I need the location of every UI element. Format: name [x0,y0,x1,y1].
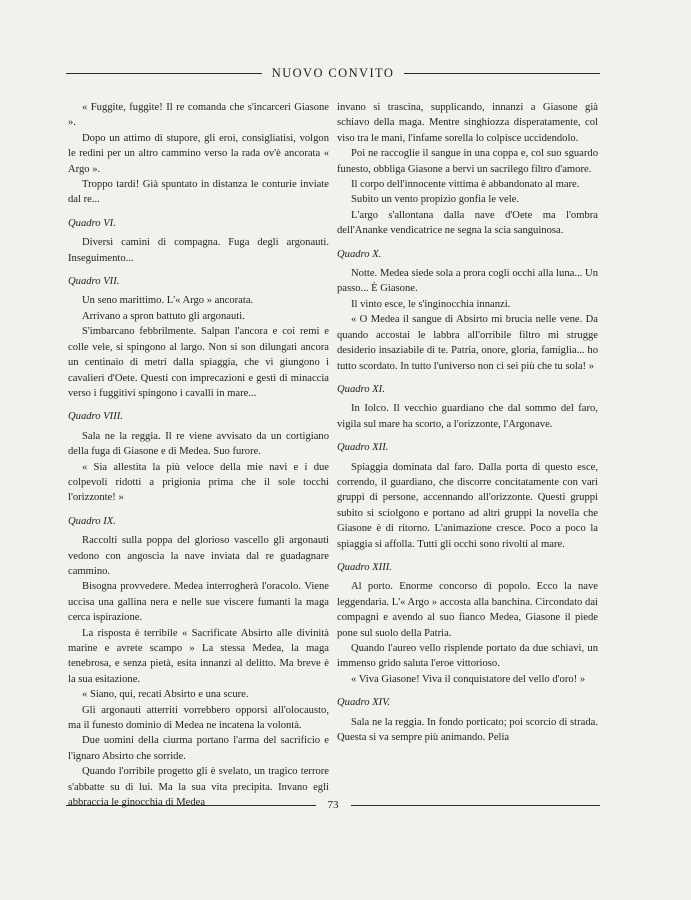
paragraph: « Fuggite, fuggite! Il re comanda che s'incarceri Giasone ». [68,102,329,129]
paragraph: Raccolti sulla poppa del glorioso vascello gli argonauti vedono con angoscia la nave inviata dal re guadagnare cammino. [68,535,329,577]
paragraph: Spiaggia dominata dal faro. Dalla porta di questo esce, correndo, il guardiano, che discorre concitatamente con vari gruppi di persone, accennando all'orizzonte. Questi gruppi subito si sciolgono e portano ad altri gruppi la novella che Giasone è di ritorno. L'animazione cresce. Poco a poco la spiaggia si affolla. Tutti gli occhi sono rivolti al mare. [337,461,598,550]
paragraph: Il corpo dell'innocente vittima è abbandonato al mare. [351,179,580,191]
paragraph: « O Medea il sangue di Absirto mi brucia nelle vene. Da quando accostai le labbra all'orribile filtro mi strugge desiderio insaziabile di te. Patria, onore, gloria, famiglia... ho tutto scordato. In tutto l'universo non ci sei più che tu sola! » [337,314,598,372]
paragraph: Notte. Medea siede sola a prora cogli occhi alla luna... Un passo... È Giasone. [337,268,598,295]
paragraph: Quando l'aureo vello risplende portato da due schiavi, un immenso grido saluta l'eroe vittorioso. [337,643,598,670]
paragraph: Un seno marittimo. L'« Argo » ancorata. [82,295,254,307]
paragraph: S'imbarcano febbrilmente. Salpan l'ancora e coi remi e colle vele, si spingono al largo. Non si son dilungati ancora un centinaio di metri dalla spiaggia, che vi giungono i cavalieri d'Oete. Questi con imprecazioni e gesti di minaccia verso i fuggitivi spingono i cavalli in mare... [68,326,329,399]
section-heading: Quadro XII. [337,442,389,454]
page-number: 73 [327,799,339,811]
paragraph: invano si trascina, supplicando, innanzi a Giasone già schiavo della maga. Mentre singhiozza disperatamente, col viso tra le mani, l'infame sorella lo colpisce uccidendolo. [337,102,598,144]
section-heading: Quadro XIII. [337,561,392,573]
paragraph: « Siano, qui, recati Absirto e una scure. [82,689,249,701]
paragraph: « Viva Giasone! Viva il conquistatore del vello d'oro! » [351,673,586,685]
section-heading: Quadro X. [337,248,382,260]
header-rule-right [404,73,600,74]
paragraph: Sala ne la reggia. Il re viene avvisato da un cortigiano della fuga di Giasone e di Medea. Suo furore. [68,430,329,458]
paragraph: Gli argonauti atterriti vorrebbero opporsi all'olocausto, ma il funesto dominio di Medea ne incatena la volontà. [68,704,329,732]
paragraph: Troppo tardi! Già spuntato in distanza le conturie inviate dal re... [68,179,329,206]
paragraph: Bisogna provvedere. Medea interrogherà l'oracolo. Viene uccisa una gallina nera e nelle sue viscere fumanti la maga cerca ispirazione. [68,581,329,624]
paragraph: Sala ne la reggia. In fondo porticato; poi scorcio di strada. Questa si va sempre più animando. Pelia [337,716,598,744]
right-column [337,100,598,745]
section-heading: Quadro XIV. [337,697,390,709]
left-column [68,100,329,810]
paragraph: Al porto. Enorme concorso di popolo. Ecco la nave leggendaria. L'« Argo » accosta alla banchina. Circondato dai compagni e avendo al suo fianco Medea, Giasone il piede pone sul suolo della Patria. [337,581,598,639]
paragraph: La risposta è terribile « Sacrificate Absirto alle divinità marine e avrete scampo » La stessa Medea, la maga tenebrosa, e senza pietà, esita innanzi al delitto. Ma breve è la sua esitazione. [68,627,329,685]
footer-rule-right [351,805,601,806]
paragraph: Quando l'orribile progetto gli è svelato, un tragico terrore s'abbatte su di lui. Ma la sua vita precipita. Invano egli abbraccia le ginocchia di Medea [68,766,329,809]
paragraph: « Sia allestita la più veloce della mie navi e i due colpevoli ridotti a prigionia prima che il sole tocchi l'orizzonte! » [68,461,329,504]
section-heading: Quadro IX. [68,515,116,527]
header-rule-left [66,73,262,74]
paragraph: Diversi camini di compagna. Fuga degli argonauti. Inseguimento... [68,237,329,264]
paragraph: L'argo s'allontana dalla nave d'Oete ma l'ombra dell'Ananke vendicatrice ne segna la scia sanguinosa. [337,209,598,237]
footer-rule-left [66,805,316,806]
section-heading: Quadro VIII. [68,411,123,423]
section-heading: Quadro XI. [337,383,385,395]
paragraph: Subito un vento propizio gonfia le vele. [351,194,519,206]
journal-title: NUOVO CONVITO [271,65,395,80]
paragraph: Poi ne raccoglie il sangue in una coppa e, col suo sguardo funesto, obbliga Giasone a bervi un sacrilego filtro d'amore. [337,148,598,175]
section-heading: Quadro VI. [68,217,116,229]
paragraph: Dopo un attimo di stupore, gli eroi, consigliatisi, volgon le redini per un altro cammino verso la rada ov'è ancorata « Argo ». [68,132,329,175]
paragraph: Due uomini della ciurma portano l'arma del sacrificio e l'ignaro Absirto che sorride. [68,735,329,762]
running-header [66,64,600,82]
page-footer [66,798,600,812]
paragraph: Arrivano a spron battuto gli argonauti. [82,310,245,322]
section-heading: Quadro VII. [68,276,120,288]
paragraph: Il vinto esce, le s'inginocchia innanzi. [351,298,511,310]
paragraph: In Iolco. Il vecchio guardiano che dal sommo del faro, vigila sul mare ha scorto, a l'orizzonte, l'Argonave. [337,403,598,430]
